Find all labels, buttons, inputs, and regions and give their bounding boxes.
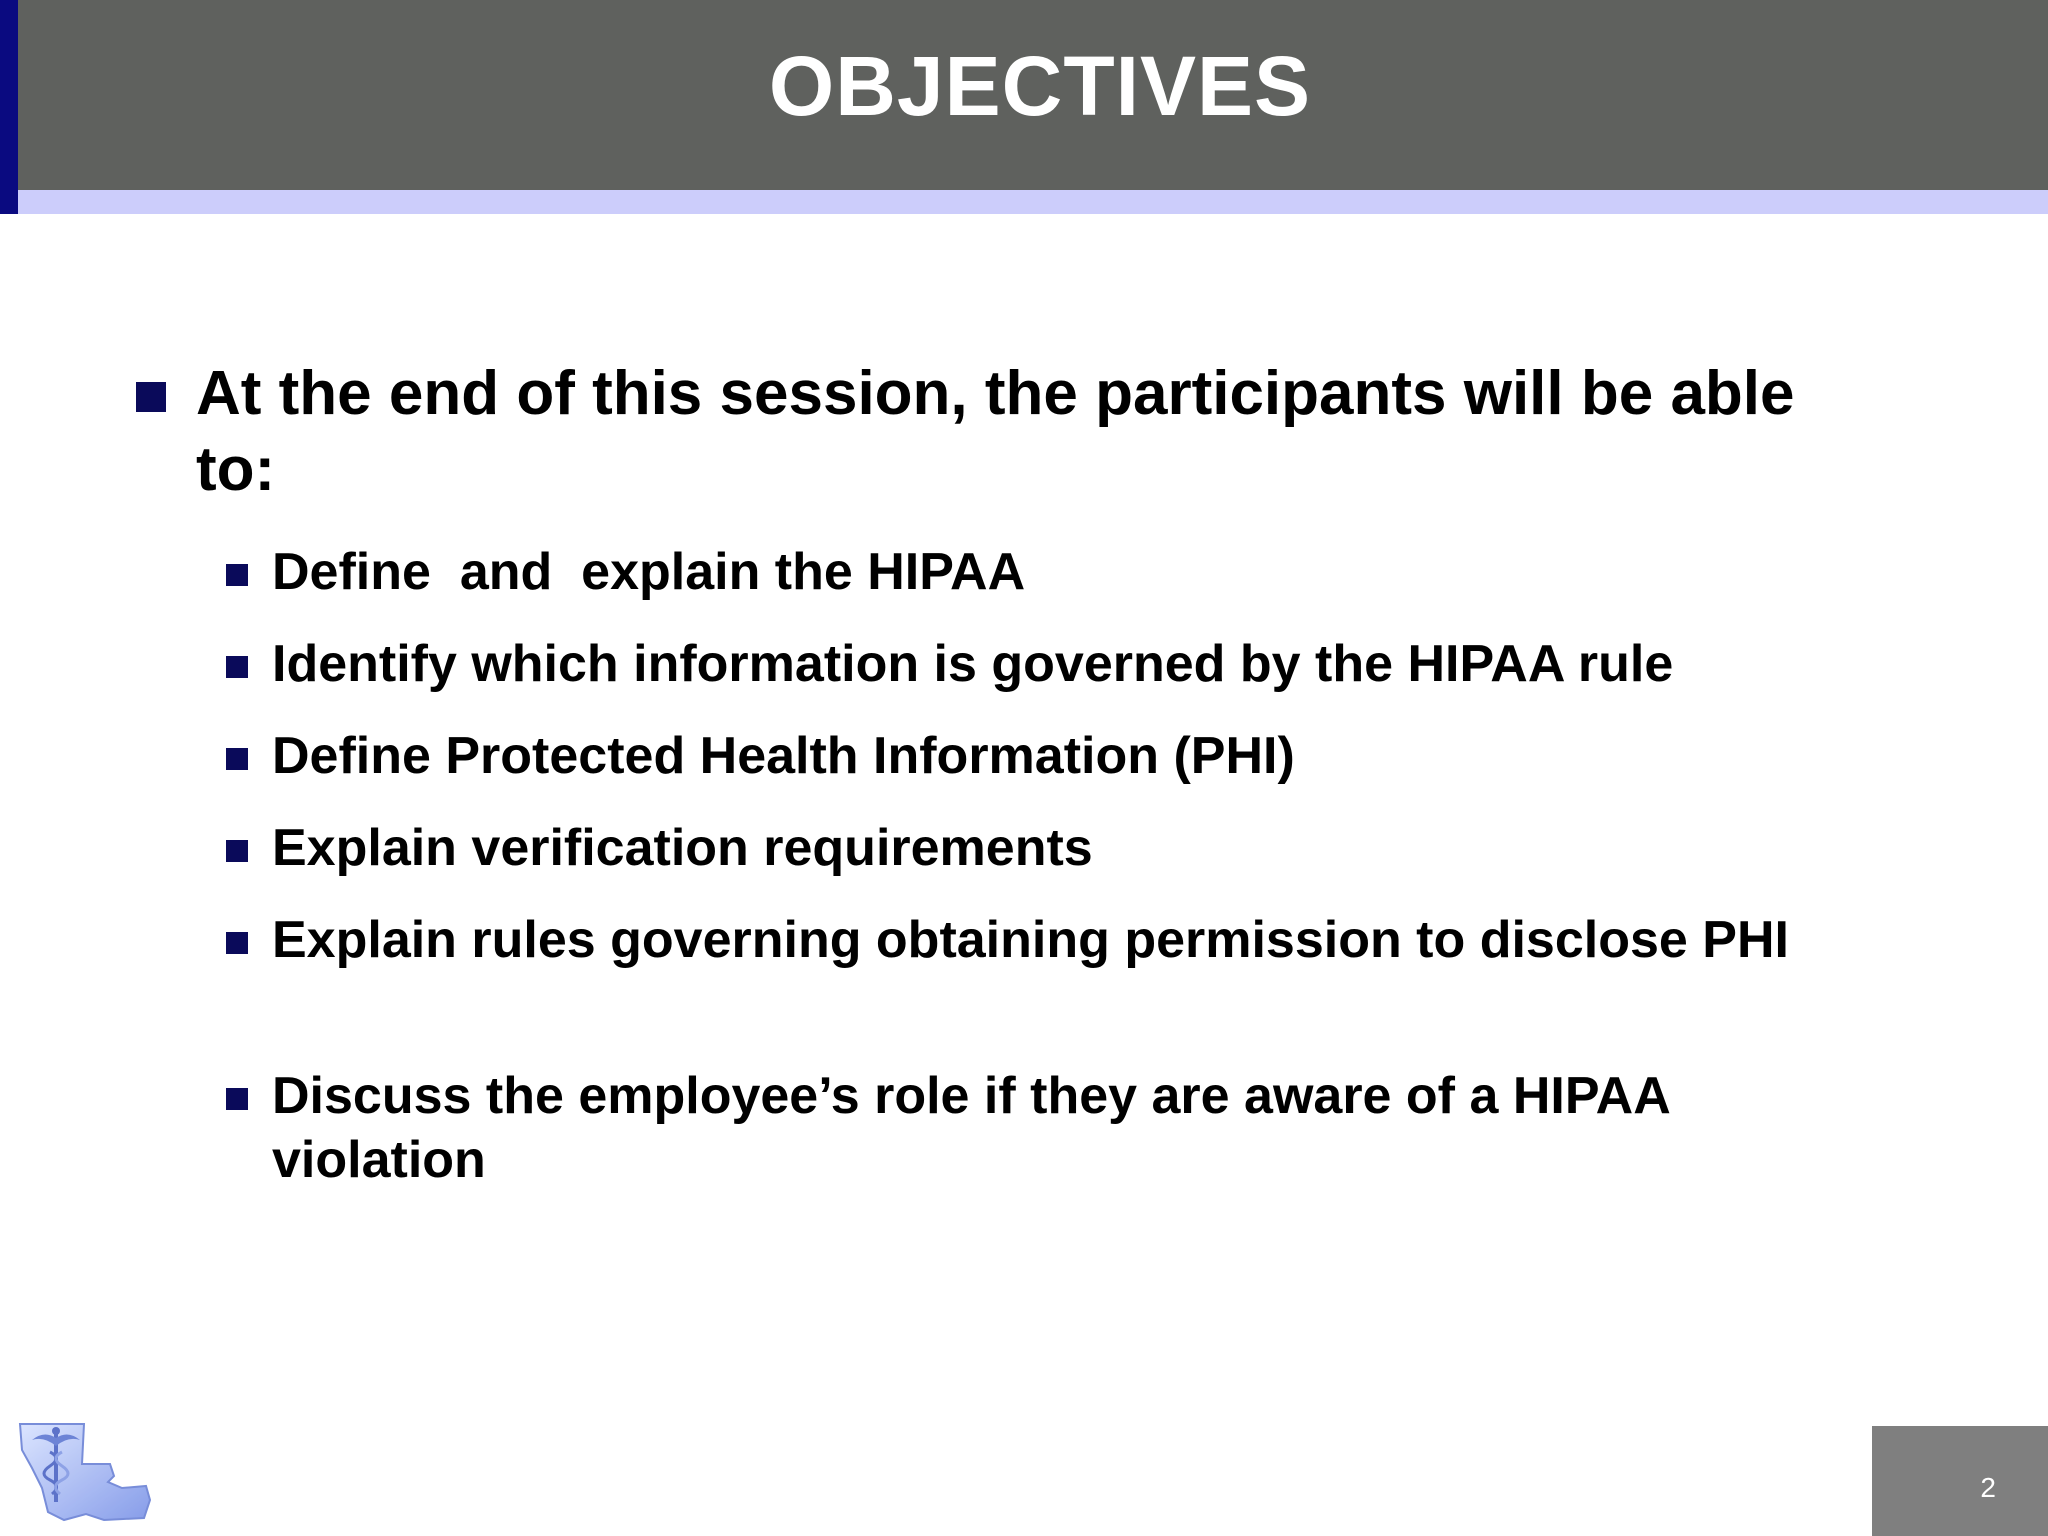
square-bullet-icon (136, 382, 166, 412)
intro-text: At the end of this session, the participants will be able to: (196, 359, 1795, 504)
square-bullet-icon (226, 932, 248, 954)
square-bullet-icon (226, 748, 248, 770)
louisiana-caduceus-logo (14, 1416, 154, 1526)
objective-text: Discuss the employee’s role if they are aware of a HIPAA violation (272, 1067, 1684, 1189)
page-number: 2 (1980, 1472, 1996, 1503)
square-bullet-icon (226, 1088, 248, 1110)
objective-text: Explain rules governing obtaining permission to disclose PHI (272, 911, 1789, 969)
page-number-box (1872, 1426, 2048, 1536)
square-bullet-icon (226, 656, 248, 678)
objective-text: Define and explain the HIPAA (272, 543, 1026, 601)
objective-text: Identify which information is governed by the HIPAA rule (272, 635, 1674, 693)
square-bullet-icon (226, 840, 248, 862)
slide-title: OBJECTIVES (768, 39, 1312, 133)
square-bullet-icon (226, 564, 248, 586)
objective-text: Explain verification requirements (272, 819, 1093, 877)
objective-text: Define Protected Health Information (PHI) (272, 727, 1295, 785)
